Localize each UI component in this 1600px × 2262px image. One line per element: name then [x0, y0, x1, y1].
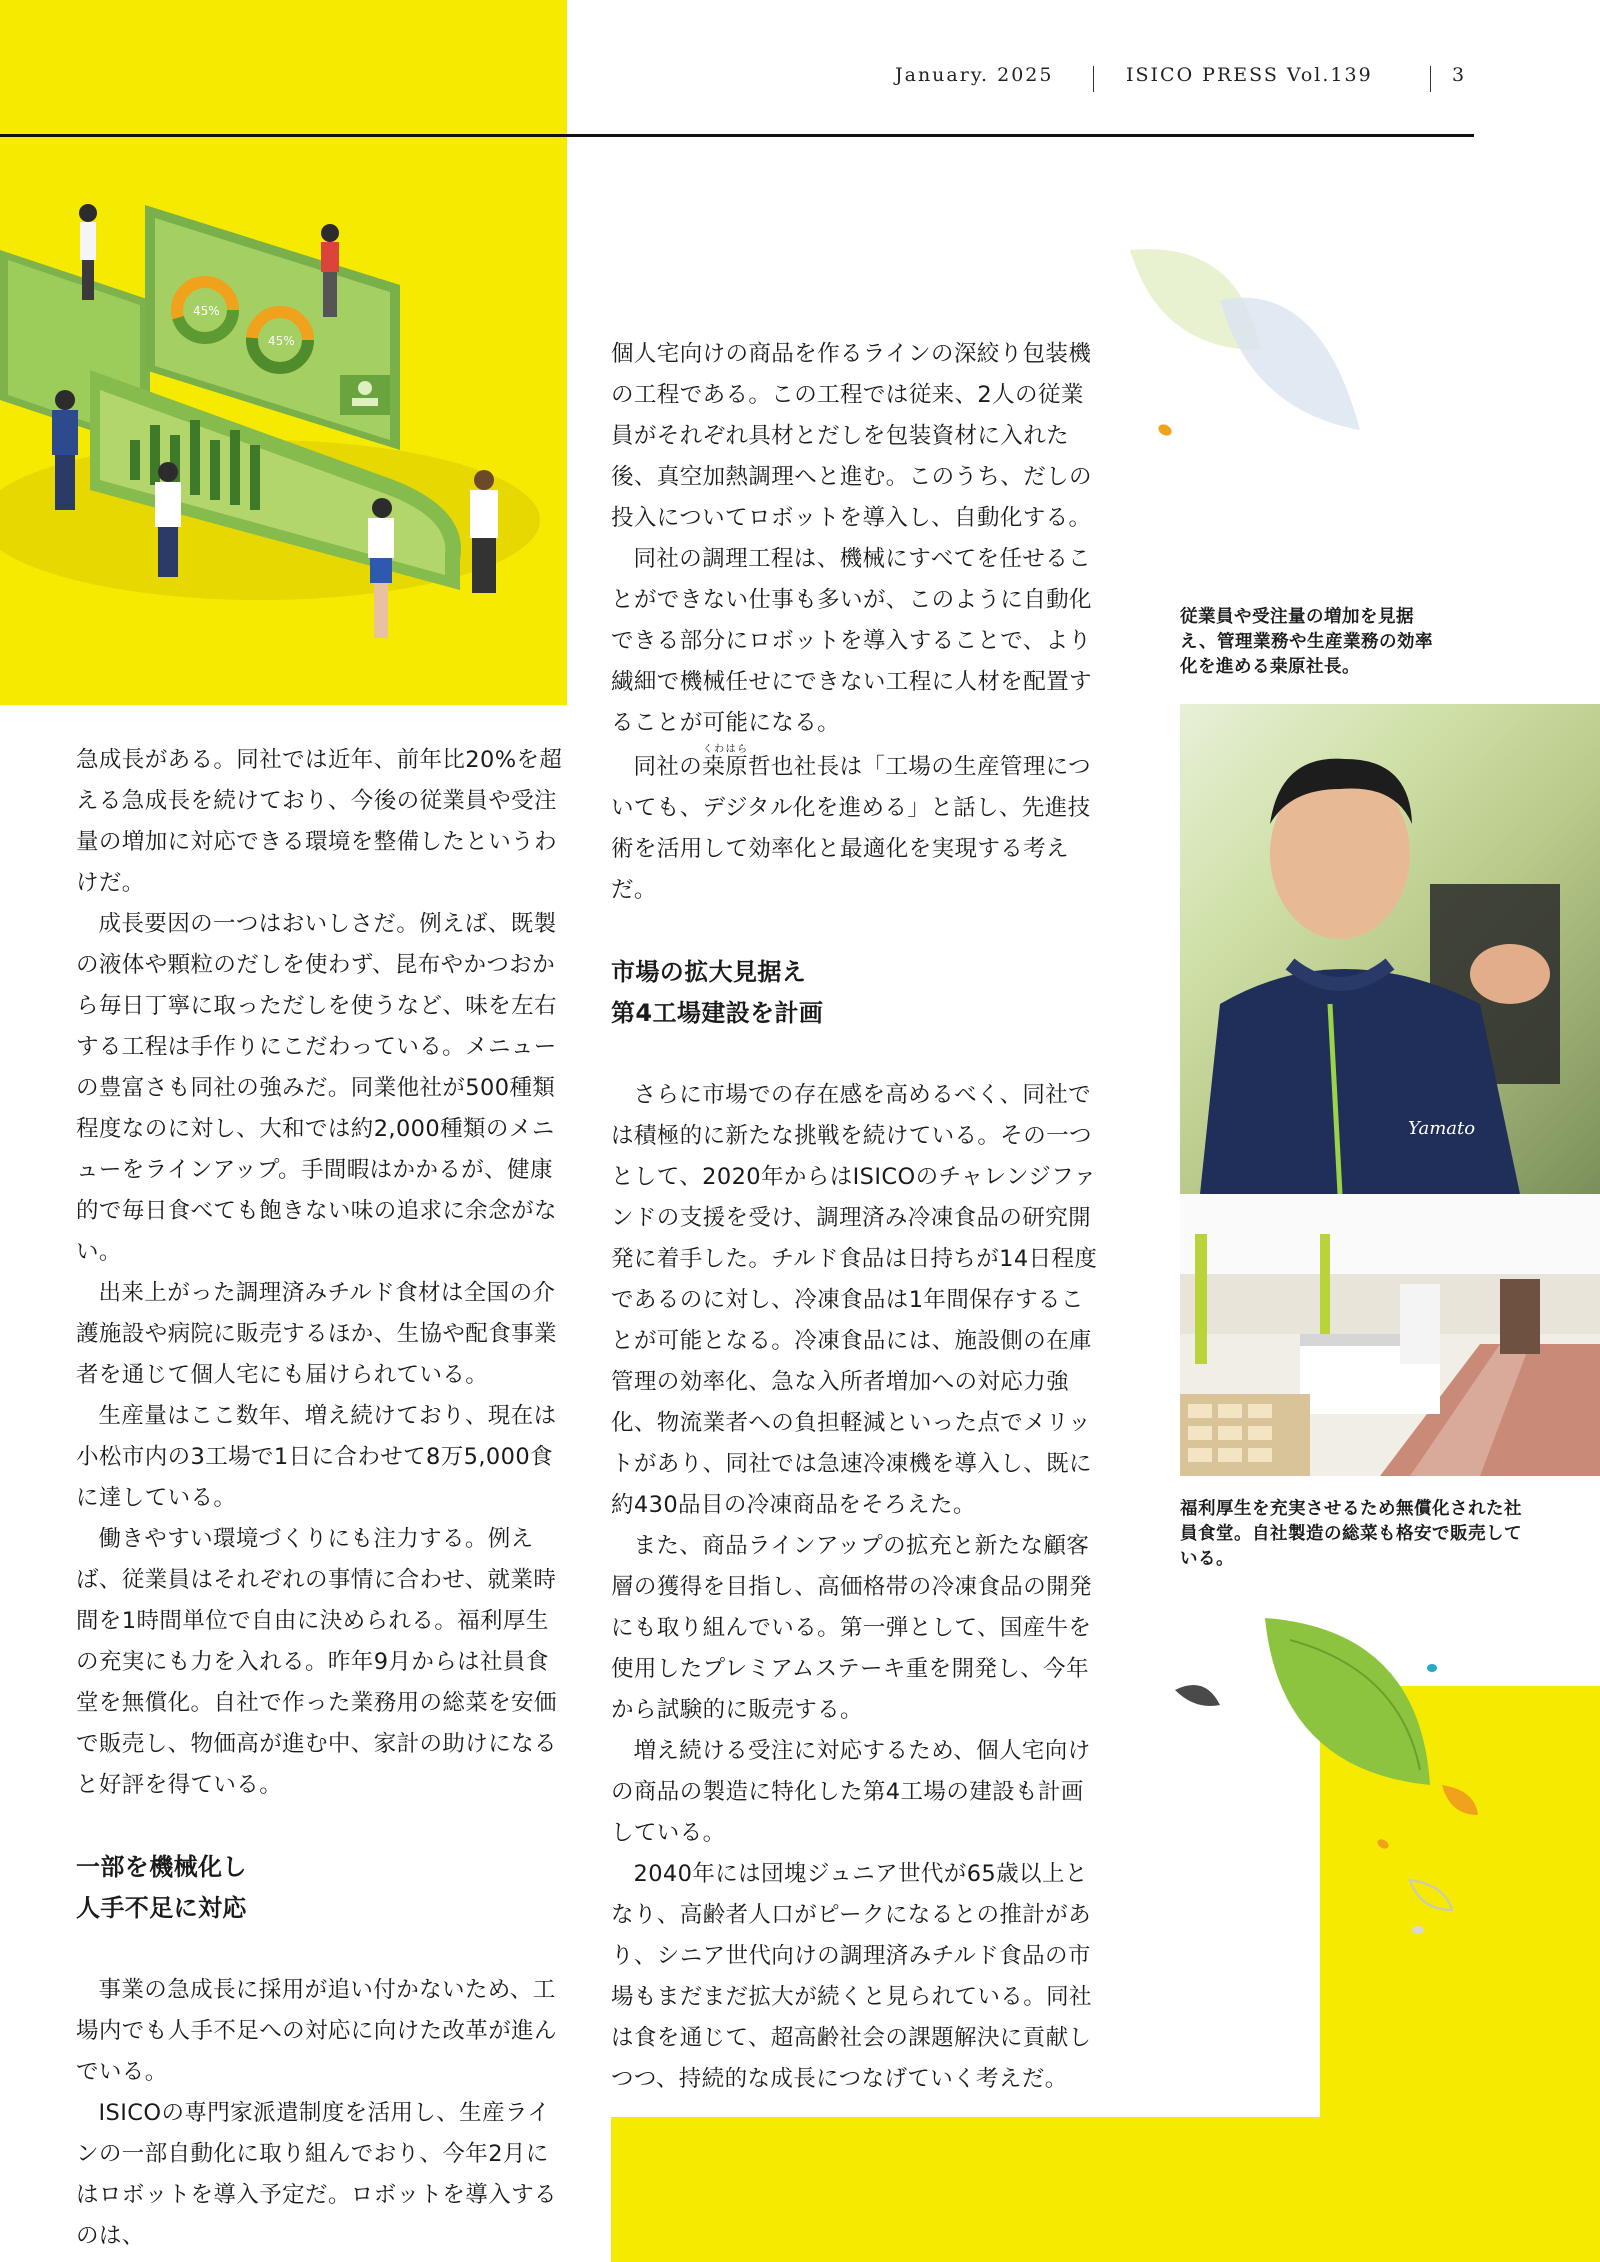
header-divider	[1430, 66, 1431, 92]
decorative-leaves-top	[1120, 240, 1370, 440]
ruby-base: 桒原	[702, 754, 749, 780]
paragraph: 出来上がった調理済みチルド食材は全国の介護施設や病院に販売するほか、生協や配食事業者を通じて個人宅にも届けられている。	[76, 1280, 557, 1388]
cafeteria-photo	[1180, 1194, 1600, 1476]
decorative-leaves-bottom	[1170, 1610, 1490, 1940]
paragraph: 増え続ける受注に対応するため、個人宅向けの商品の製造に特化した第4工場の建設も計画している。	[611, 1738, 1091, 1846]
page-number: 3	[1452, 64, 1467, 86]
paragraph: 事業の急成長に採用が追い付かないため、工場内でも人手不足への対応に向けた改革が進んでいる。	[76, 1977, 557, 2085]
paragraph: 個人宅向けの商品を作るラインの深絞り包装機の工程である。この工程では従来、2人の従業員がそれぞれ具材とだしを包装資材に入れた後、真空加熱調理へと進む。このうち、だしの投入についてロボットを導入し、自動化する。	[611, 341, 1092, 531]
donut-label-1: 45%	[193, 304, 220, 318]
paragraph: ISICOの専門家派遣制度を活用し、生産ラインの一部自動化に取り組んでおり、今年2月にはロボットを導入予定だ。ロボットを導入するのは、	[76, 2100, 557, 2249]
section-heading	[76, 1847, 568, 1929]
donut-label-2: 45%	[268, 334, 295, 348]
footer-yellow-block	[611, 2117, 1600, 2262]
jacket-logo-text: Yamato	[1408, 1118, 1476, 1139]
paragraph	[611, 744, 1103, 911]
paragraph: 同社の調理工程は、機械にすべてを任せることができない仕事も多いが、このように自動化できる部分にロボットを導入することで、より繊細で機械任せにできない工程に人材を配置することが可能になる。	[611, 546, 1092, 736]
ruby-reading: くわはら	[702, 744, 748, 755]
heading-line: 一部を機械化し	[76, 1853, 247, 1881]
publication-name: ISICO PRESS Vol.139	[1126, 64, 1373, 86]
heading-line: 市場の拡大見据え	[611, 958, 807, 986]
paragraph: 成長要因の一つはおいしさだ。例えば、既製の液体や顆粒のだしを使わず、昆布やかつおから毎日丁寧に取っただしを使うなど、味を左右する工程は手作りにこだわっている。メニューの豊富さも同社の強みだ。同業他社が500種類程度なのに対し、大和では約2,000種類のメニューをラインアップ。手間暇はかかるが、健康的で毎日食べても飽きない味の追求に余念がない。	[76, 911, 557, 1265]
president-photo	[1180, 704, 1600, 1194]
heading-line: 第4工場建設を計画	[611, 999, 824, 1027]
person-figure-2	[321, 224, 339, 317]
photo-caption-cafeteria: 福利厚生を充実させるため無償化された社員食堂。自社製造の総菜も格安で販売している。	[1180, 1499, 1522, 1569]
section-heading	[611, 952, 1103, 1034]
issue-date: January. 2025	[895, 64, 1054, 86]
header-rule	[0, 134, 1474, 137]
photo-caption-president: 従業員や受注量の増加を見据え、管理業務や生産業務の効率化を進める桒原社長。	[1180, 607, 1434, 677]
name-with-reading	[702, 744, 749, 780]
paragraph: 急成長がある。同社では近年、前年比20%を超える急成長を続けており、今後の従業員や受注量の増加に対応できる環境を整備したというわけだ。	[76, 747, 563, 896]
article-column-2	[611, 334, 1103, 2100]
header-divider	[1093, 66, 1094, 92]
illustration-digital-dashboard	[0, 190, 567, 700]
paragraph: 生産量はここ数年、増え続けており、現在は小松市内の3工場で1日に合わせて8万5,000食に達している。	[76, 1403, 557, 1511]
text-run: 同社の	[633, 754, 703, 780]
heading-line: 人手不足に対応	[76, 1894, 247, 1922]
paragraph: また、商品ラインアップの拡充と新たな顧客層の獲得を目指し、高価格帯の冷凍食品の開発にも取り組んでいる。第一弾として、国産牛を使用したプレミアムステーキ重を開発し、今年から試験的に販売する。	[611, 1533, 1092, 1723]
article-column-1	[76, 740, 568, 2257]
paragraph: 2040年には団塊ジュニア世代が65歳以上となり、高齢者人口がピークになるとの推計があり、シニア世代向けの調理済みチルド食品の市場もまだまだ拡大が続くと見られている。同社は食を通じて、超高齢社会の課題解決に貢献しつつ、持続的な成長につなげていく考えだ。	[611, 1861, 1092, 2092]
person-figure-5	[368, 498, 394, 638]
text-run: 哲也社長は「工場の生産管理についても、デジタル化を進める」と話し、先進技術を活用して効率化と最適化を実現する考えだ。	[611, 754, 1092, 903]
paragraph: 働きやすい環境づくりにも注力する。例えば、従業員はそれぞれの事情に合わせ、就業時間を1時間単位で自由に決められる。福利厚生の充実にも力を入れる。昨年9月からは社員食堂を無償化。自社で作った業務用の総菜を安価で販売し、物価高が進む中、家計の助けになると好評を得ている。	[76, 1526, 557, 1798]
paragraph: さらに市場での存在感を高めるべく、同社では積極的に新たな挑戦を続けている。その一つとして、2020年からはISICOのチャレンジファンドの支援を受け、調理済み冷凍食品の研究開発に着手した。チルド食品は日持ちが14日程度であるのに対し、冷凍食品は1年間保存することが可能となる。冷凍食品には、施設側の在庫管理の効率化、急な入所者増加への対応力強化、物流業者への負担軽減といった点でメリットがあり、同社では急速冷凍機を導入し、既に約430品目の冷凍商品をそろえた。	[611, 1082, 1098, 1518]
